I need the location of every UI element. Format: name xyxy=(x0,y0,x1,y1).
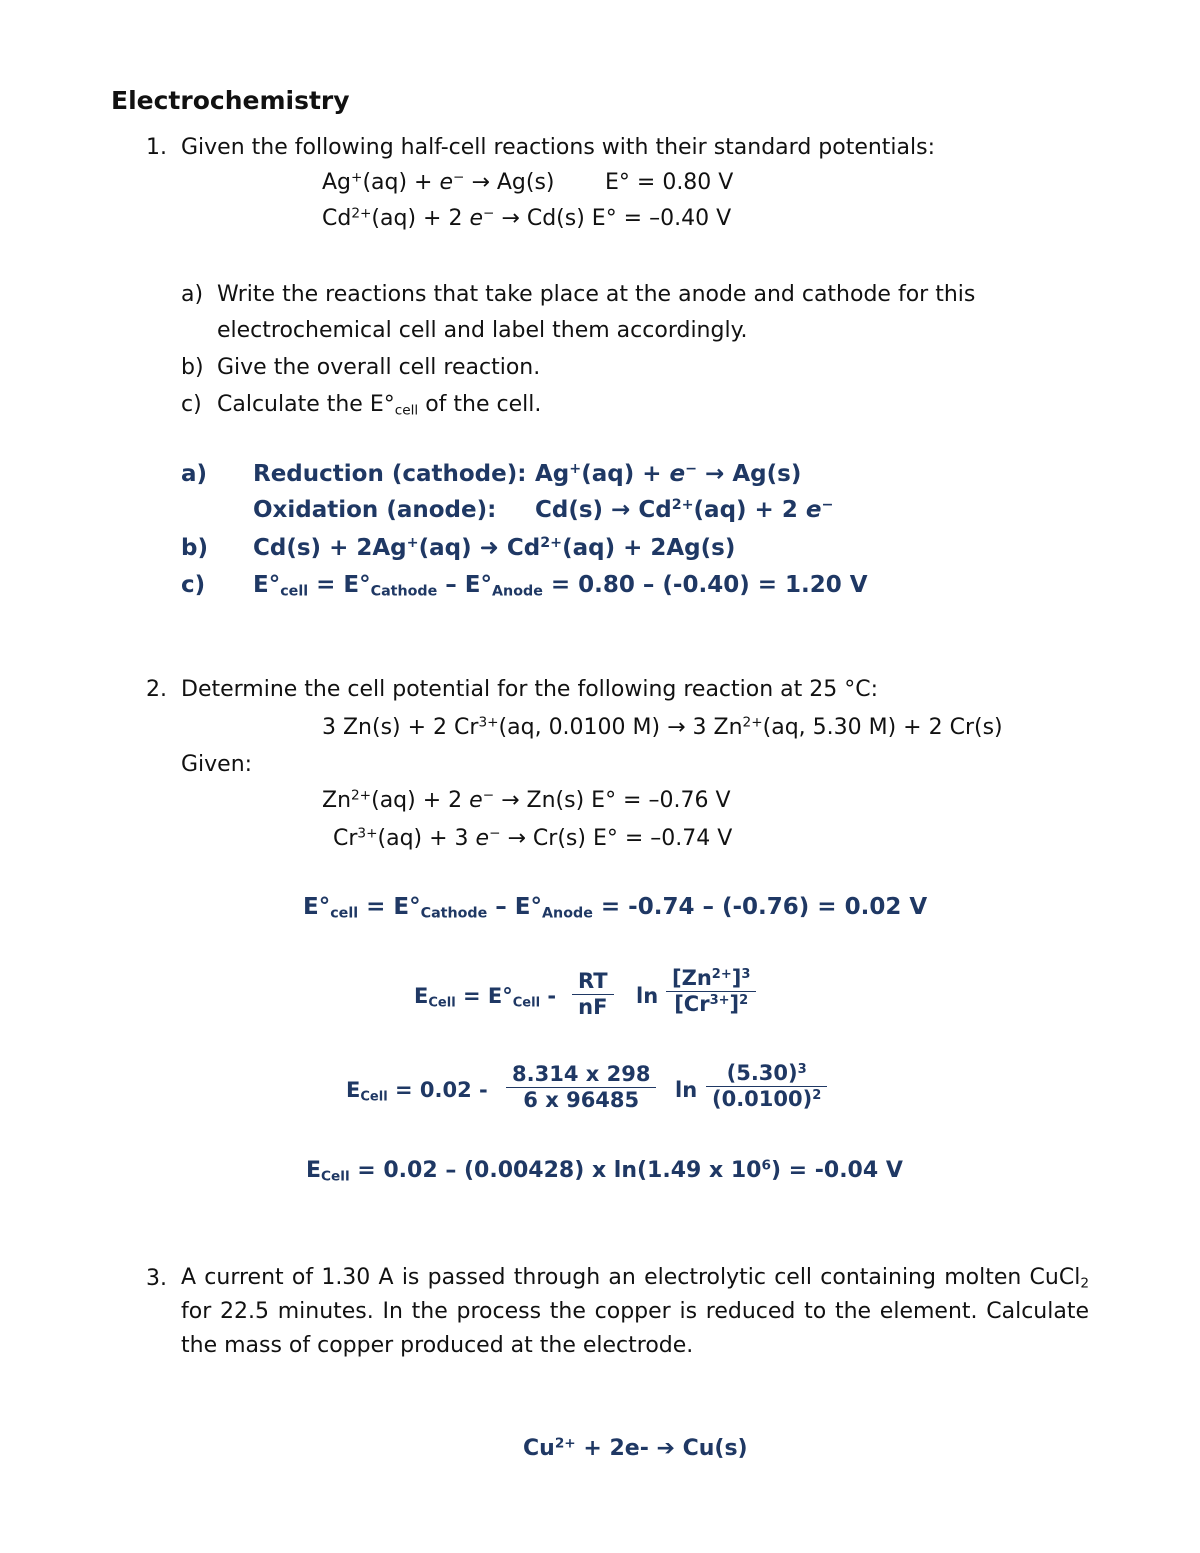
q1a-text-line1: Write the reactions that take place at the anode and cathode for this xyxy=(217,282,976,307)
q3-number: 3. xyxy=(146,1266,167,1291)
q1-answer-a-label: a) xyxy=(181,461,208,487)
concentration-values-fraction: $(5.30)^3$ $(0.0100)^2$ xyxy=(706,1063,827,1110)
q1b-text: Give the overall cell reaction. xyxy=(217,355,541,380)
nernst-values-lhs: $E_{Cell} = 0.02$ - xyxy=(346,1078,488,1105)
page-title: Electrochemistry xyxy=(111,86,350,115)
q1-reaction-2: $Cd^{2+}(aq) + 2$ e− → Cd(s) E° = –0.40 V xyxy=(322,205,732,231)
q2-given-label: Given: xyxy=(181,752,253,777)
q2-given-cr: $Cr^{3+}(aq) + 3$ e− → Cr(s) E° = –0.74 V xyxy=(333,825,733,851)
q1-answer-c-label: c) xyxy=(181,572,206,598)
reduction-reaction: Ag+(aq) + e− → Ag(s) xyxy=(535,461,802,487)
q2-standard-potential: $E^\circ_{cell} = E^\circ_{Cathode} - E^\circ_{Anode} = -0.74 - (-0.76) = 0.02$ V xyxy=(303,894,928,922)
q3-text: A current of 1.30 A is passed through an electrolytic cell containing molten CuCl$_2$ for 22.5 minutes. In the process the copper is reduced to the element. Calculate the mass of copper produced at the electrode. xyxy=(181,1265,1089,1358)
nernst-result: $E_{Cell} = 0.02 - (0.00428)$ x ln(1.49 x $10^6) = -0.04$ V xyxy=(306,1157,903,1185)
q2-number: 2. xyxy=(146,677,167,702)
oxidation-label: Oxidation (anode): xyxy=(253,497,497,523)
q1-answer-b-label: b) xyxy=(181,535,208,561)
q1c-label: c) xyxy=(181,392,202,417)
q1-reaction-1: Ag+(aq) + e− → Ag(s) xyxy=(322,169,555,195)
q1c-text: Calculate the $E^\circ_{cell}$ of the cell. xyxy=(217,392,542,419)
q1a-text-line2: electrochemical cell and label them accordingly. xyxy=(217,318,748,343)
q1-text: Given the following half-cell reactions with their standard potentials: xyxy=(181,135,936,160)
copper-reduction: $Cu^{2+} + 2e-$ ➔ Cu(s) xyxy=(523,1435,748,1461)
cell-potential-calc: $E^\circ_{cell} = E^\circ_{Cathode} - E^\circ_{Anode} = 0.80 - (-0.40) = 1.20$ V xyxy=(253,572,868,600)
reduction-label: Reduction (cathode): xyxy=(253,461,527,487)
oxidation-reaction: $Cd(s) \to Cd^{2+}(aq) + 2$ e− xyxy=(535,497,834,523)
overall-reaction: Cd(s) + 2Ag+(aq) ➜ $Cd^{2+}(aq) + 2Ag(s)$ xyxy=(253,535,736,561)
q1b-label: b) xyxy=(181,355,204,380)
q1a-label: a) xyxy=(181,282,204,307)
q1-potential-1: E° = 0.80 V xyxy=(605,170,734,195)
q2-reaction: 3 Zn(s) + 2 $Cr^{3+}(aq$, 0.0100 M) → 3 $Zn^{2+}(aq$, 5.30 M) + 2 Cr(s) xyxy=(322,714,1003,740)
ln-label-1: ln xyxy=(636,984,659,1008)
ln-label-2: ln xyxy=(675,1078,698,1102)
q2-text: Determine the cell potential for the following reaction at 25 °C: xyxy=(181,677,879,702)
rt-values-fraction: 8.314 x 298 6 x 96485 xyxy=(506,1064,656,1111)
concentration-ratio-fraction: $[Zn^{2+}]^3$ $[Cr^{3+}]^2$ xyxy=(666,968,756,1015)
rt-over-nf-fraction: RT nF xyxy=(572,971,614,1018)
nernst-lhs: $E_{Cell} = E^\circ_{Cell}$ - xyxy=(414,984,557,1011)
q1-number: 1. xyxy=(146,135,167,160)
q2-given-zn: $Zn^{2+}(aq) + 2$ e− → Zn(s) E° = –0.76 V xyxy=(322,787,731,813)
